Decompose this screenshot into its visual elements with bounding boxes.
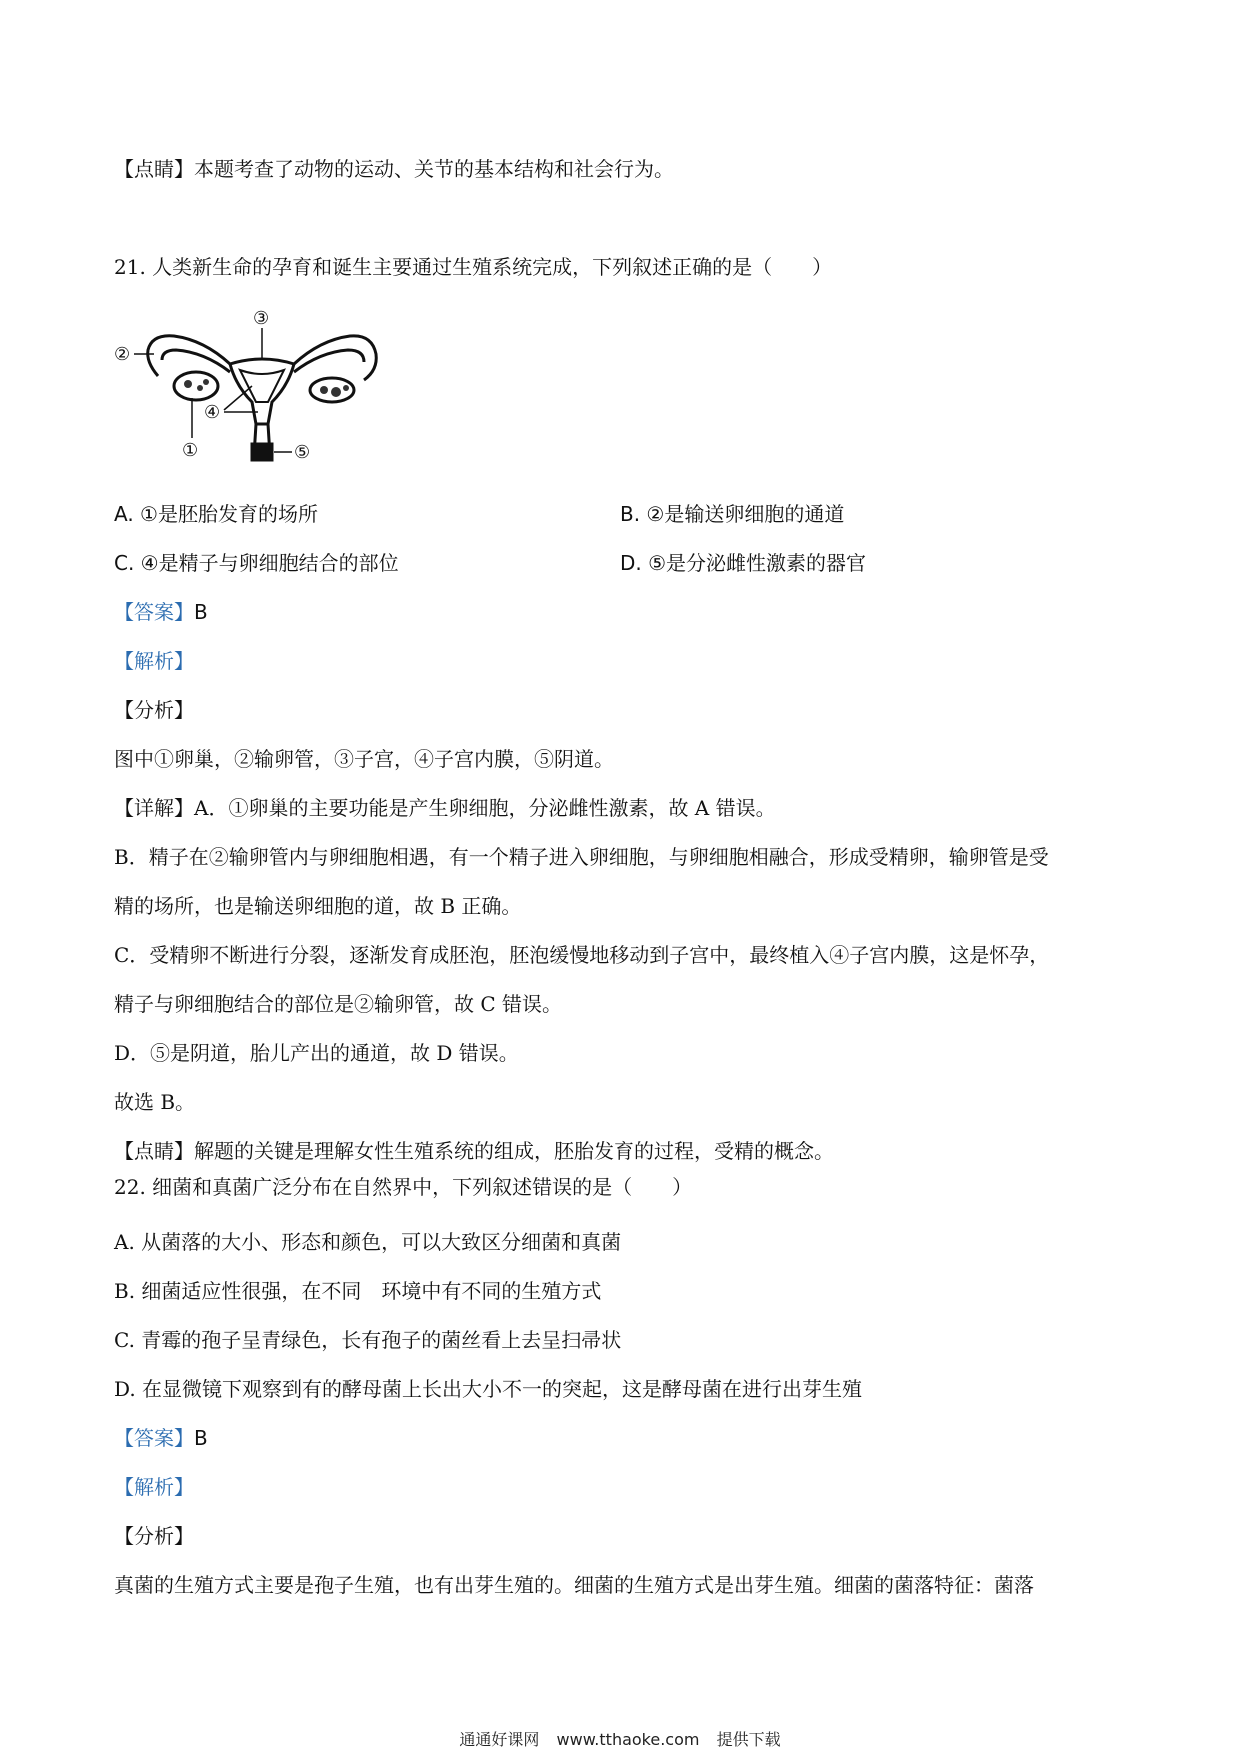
reproductive-system-diagram	[112, 306, 382, 466]
q22-option-b: B. 细菌适应性很强，在不同 环境中有不同的生殖方式	[114, 1279, 602, 1303]
q22-option-d: D. 在显微镜下观察到有的酵母菌上长出大小不一的突起，这是酵母菌在进行出芽生殖	[114, 1377, 863, 1401]
q21-fenxi-tag: 【分析】	[114, 698, 194, 722]
answer-value: B	[194, 1426, 208, 1450]
q21-option-a: A. ①是胚胎发育的场所	[114, 502, 318, 526]
note-text: 本题考查了动物的运动、关节的基本结构和社会行为。	[194, 157, 674, 181]
figure-label-5: ⑤	[294, 442, 311, 463]
note-text: 解题的关键是理解女性生殖系统的组成，胚胎发育的过程，受精的概念。	[194, 1139, 834, 1163]
q21-option-d: D. ⑤是分泌雌性激素的器官	[620, 551, 867, 575]
footer-site: 通通好课网	[459, 1730, 540, 1749]
figure-label-1: ①	[182, 440, 199, 461]
q22-fenxi-tag: 【分析】	[114, 1524, 194, 1548]
figure-label-3: ③	[253, 308, 270, 329]
q21-option-b: B. ②是输送卵细胞的通道	[620, 502, 845, 526]
footer-action: 提供下载	[716, 1730, 781, 1749]
answer-value: B	[194, 600, 208, 624]
q21-analysis-tag: 【解析】	[114, 649, 194, 673]
q21-detail-b1: B．精子在②输卵管内与卵细胞相遇，有一个精子进入卵细胞，与卵细胞相融合，形成受精卵，输卵管是受	[114, 845, 1049, 869]
q22-fenxi-text: 真菌的生殖方式主要是孢子生殖，也有出芽生殖的。细菌的生殖方式是出芽生殖。细菌的菌落特征：菌落	[114, 1573, 1034, 1597]
figure-label-4: ④	[204, 402, 221, 423]
q21-detail-a	[114, 794, 776, 822]
q21-fenxi-text: 图中①卵巢，②输卵管，③子宫，④子宫内膜，⑤阴道。	[114, 747, 614, 771]
q21-answer	[114, 598, 208, 626]
q21-detail-c1: C．受精卵不断进行分裂，逐渐发育成胚泡，胚泡缓慢地移动到子宫中，最终植入④子宫内膜，这是怀孕，	[114, 943, 1050, 967]
q22-answer	[114, 1424, 208, 1452]
prev-note	[114, 155, 674, 183]
answer-tag: 【答案】	[114, 1426, 194, 1450]
figure-label-2: ②	[114, 344, 131, 365]
detail-a-text: A．①卵巢的主要功能是产生卵细胞，分泌雌性激素，故 A 错误。	[194, 796, 776, 820]
footer-url[interactable]: www.tthaoke.com	[556, 1730, 700, 1749]
q21-option-c: C. ④是精子与卵细胞结合的部位	[114, 551, 399, 575]
q21-choose: 故选 B。	[114, 1090, 196, 1114]
detail-tag: 【详解】	[114, 796, 194, 820]
q21-note	[114, 1137, 834, 1165]
q22-option-a: A. 从菌落的大小、形态和颜色，可以大致区分细菌和真菌	[114, 1230, 622, 1254]
answer-tag: 【答案】	[114, 600, 194, 624]
q21-detail-c2: 精子与卵细胞结合的部位是②输卵管，故 C 错误。	[114, 992, 563, 1016]
q21-stem: 21. 人类新生命的孕育和诞生主要通过生殖系统完成，下列叙述正确的是（ ）	[114, 255, 833, 279]
note-tag: 【点睛】	[114, 157, 194, 181]
page-footer	[0, 1727, 1240, 1750]
q21-detail-d: D．⑤是阴道，胎儿产出的通道，故 D 错误。	[114, 1041, 519, 1065]
q21-detail-b2: 精的场所，也是输送卵细胞的道，故 B 正确。	[114, 894, 522, 918]
q22-analysis-tag: 【解析】	[114, 1475, 194, 1499]
q22-stem: 22. 细菌和真菌广泛分布在自然界中，下列叙述错误的是（ ）	[114, 1175, 693, 1199]
note-tag: 【点睛】	[114, 1139, 194, 1163]
q22-option-c: C. 青霉的孢子呈青绿色，长有孢子的菌丝看上去呈扫帚状	[114, 1328, 622, 1352]
